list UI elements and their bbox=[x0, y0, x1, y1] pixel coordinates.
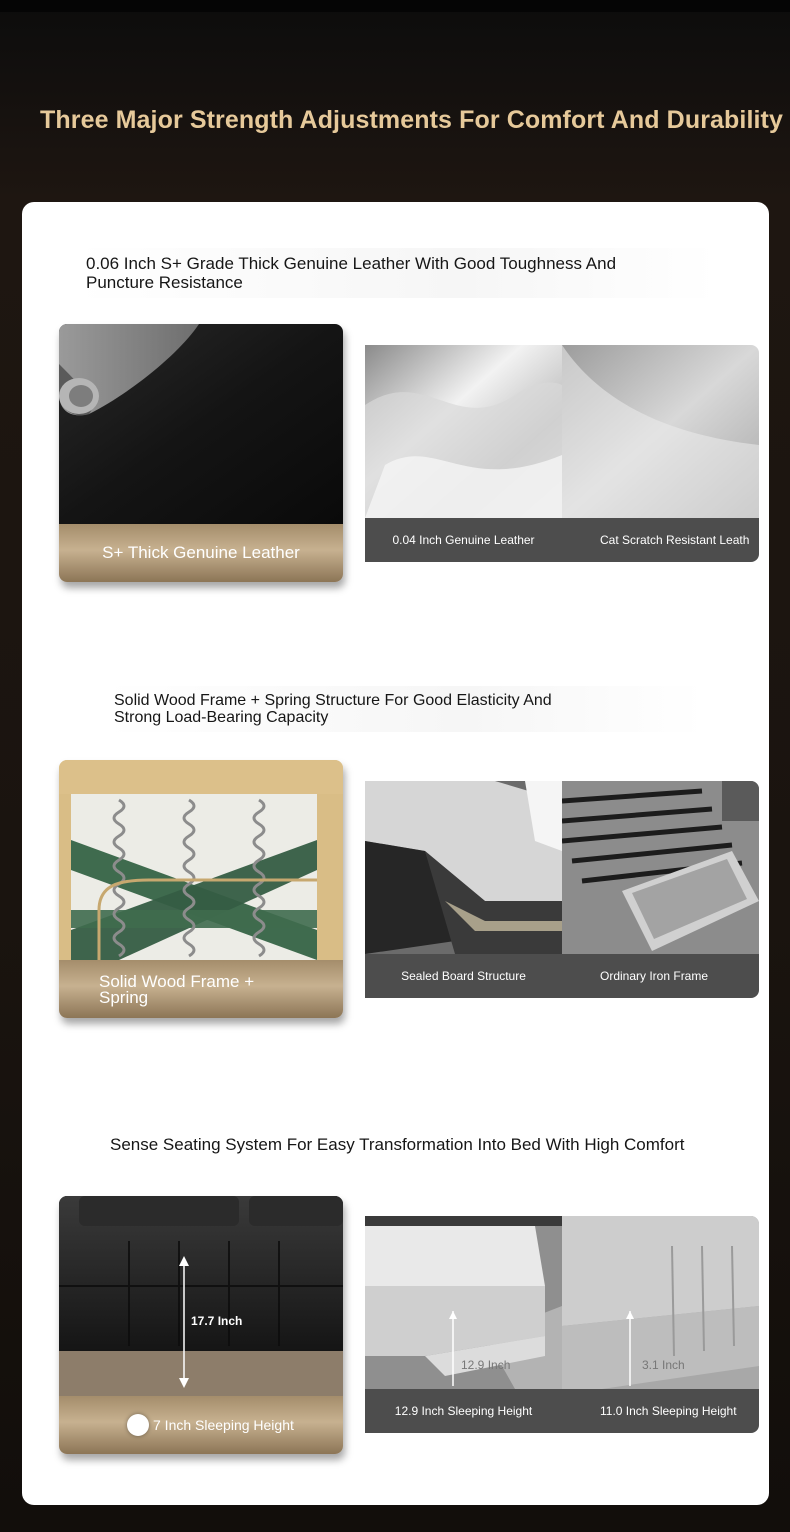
thin-leather-label: 0.04 Inch Genuine Leather bbox=[365, 518, 562, 562]
section-2-title-line1: Solid Wood Frame + Spring Structure For Good Elasticity And bbox=[114, 692, 552, 709]
thin-leather-image bbox=[365, 345, 562, 518]
sealed-board-image bbox=[365, 781, 562, 954]
comparison-11-0 bbox=[562, 1216, 759, 1433]
feature-frame-label bbox=[59, 960, 343, 1018]
feature-leather-card bbox=[59, 324, 343, 582]
iron-frame-image bbox=[562, 781, 759, 954]
comparison-12-9-label: 12.9 Inch Sleeping Height bbox=[365, 1389, 562, 1433]
thick-leather-image bbox=[59, 324, 343, 524]
section-2-title bbox=[104, 686, 704, 732]
section-1-title bbox=[76, 248, 716, 298]
page-title: Three Major Strength Adjustments For Comfort And Durability bbox=[40, 106, 783, 134]
feature-height-measure: 17.7 Inch bbox=[191, 1314, 243, 1328]
black-sofa-image bbox=[59, 1196, 343, 1396]
comparison-11-0-measure: 3.1 Inch bbox=[642, 1358, 685, 1372]
feature-seating-label-text: 7 Inch Sleeping Height bbox=[153, 1417, 294, 1433]
top-bar bbox=[0, 0, 790, 12]
feature-frame-label-line1: Solid Wood Frame + bbox=[99, 972, 255, 991]
feature-seating-label bbox=[59, 1396, 343, 1454]
comparison-sealed-board bbox=[365, 781, 562, 998]
scratch-leather-label: Cat Scratch Resistant Leath bbox=[562, 518, 759, 562]
scratch-leather-image bbox=[562, 345, 759, 518]
feature-seating-card bbox=[59, 1196, 343, 1454]
wood-frame-spring-image bbox=[59, 760, 343, 960]
comparison-12-9 bbox=[365, 1216, 562, 1433]
comparison-12-9-measure: 12.9 Inch bbox=[461, 1358, 511, 1372]
feature-frame-card bbox=[59, 760, 343, 1018]
iron-frame-label: Ordinary Iron Frame bbox=[562, 954, 759, 998]
section-2-title-line2: Strong Load-Bearing Capacity bbox=[114, 709, 329, 726]
section-1-title-line2: Puncture Resistance bbox=[86, 273, 243, 292]
comparison-scratch-leather bbox=[562, 345, 759, 562]
comparison-thin-leather bbox=[365, 345, 562, 562]
comparison-11-0-label: 11.0 Inch Sleeping Height bbox=[562, 1389, 759, 1433]
content-card bbox=[22, 202, 769, 1505]
feature-frame-label-line2: Spring bbox=[99, 988, 149, 1007]
sealed-board-label: Sealed Board Structure bbox=[365, 954, 562, 998]
section-3-title bbox=[100, 1129, 780, 1160]
circle-icon bbox=[127, 1414, 149, 1436]
comparison-iron-frame bbox=[562, 781, 759, 998]
section-1-title-line1: 0.06 Inch S+ Grade Thick Genuine Leather With Good Toughness And bbox=[86, 254, 617, 273]
feature-leather-label: S+ Thick Genuine Leather bbox=[59, 524, 343, 582]
section-3-title-line1: Sense Seating System For Easy Transformation Into Bed With High Comfort bbox=[110, 1135, 685, 1154]
